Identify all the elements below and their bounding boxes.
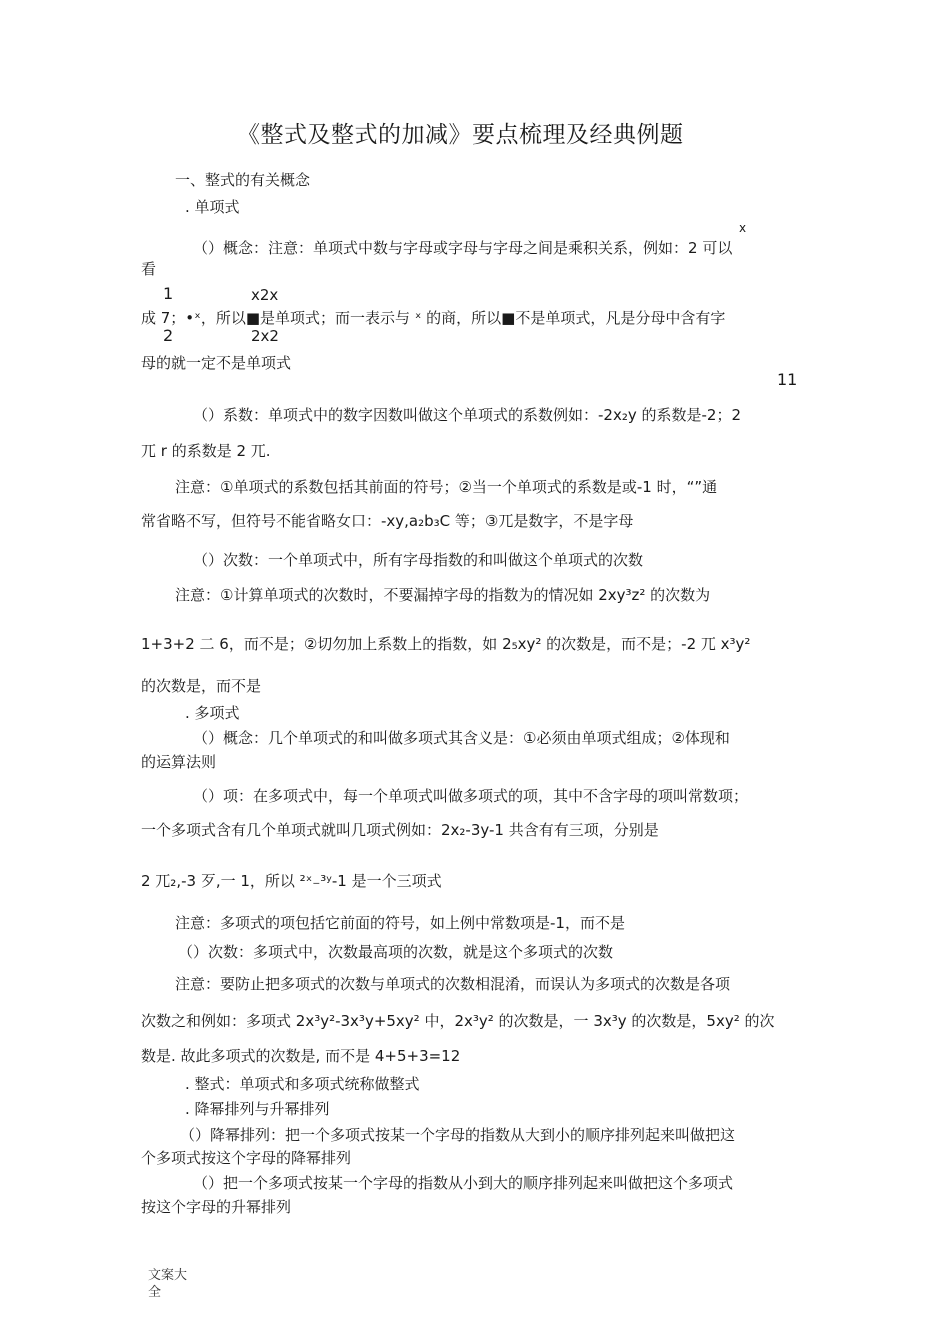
superscript-x: x (739, 221, 747, 235)
descending-order-2: 个多项式按这个字母的降幂排列 (141, 1149, 352, 1167)
ascending-order-1: （）把一个多项式按某一个字母的指数从小到大的顺序排列起来叫做把这个多项式 (193, 1174, 734, 1192)
polynomial-degree-note-1: 注意：要防止把多项式的次数与单项式的次数相混淆，而误认为多项式的次数是各项 (175, 975, 731, 993)
fraction-numerator-x2x: x2x (251, 286, 279, 304)
fraction-denominator-2: 2 (163, 326, 174, 345)
coefficient-note-2: 常省略不写，但符号不能省略女口：-xy,a₂b₃C 等；③兀是数字，不是字母 (141, 512, 634, 530)
subheading-monomial: . 单项式 (185, 198, 240, 216)
polynomial-degree-note-2: 次数之和例如：多项式 2x³y²-3x³y+5xy² 中，2x³y² 的次数是，一 3x³y 的次数是，5xy² 的次 (141, 1012, 775, 1030)
concept-line-2: 成 7；•ˣ，所以■是单项式；而一表示与 ˣ 的商，所以■不是单项式，凡是分母中含有字 (141, 309, 726, 327)
polynomial-degree-line: （）次数：多项式中，次数最高项的次数，就是这个多项式的次数 (178, 943, 614, 961)
polynomial-term-note: 注意：多项式的项包括它前面的符号，如上例中常数项是-1，而不是 (175, 914, 625, 932)
footer-label-line-1: 文案大 (148, 1268, 188, 1283)
polynomial-concept-2: 的运算法则 (141, 753, 217, 771)
fraction-denominator-2x2: 2x2 (251, 327, 279, 345)
polynomial-term-1: （）项：在多项式中，每一个单项式叫做多项式的项，其中不含字母的项叫常数项； (193, 787, 749, 805)
polynomial-degree-note-3: 数是. 故此多项式的次数是, 而不是 4+5+3=12 (141, 1047, 461, 1065)
degree-note-2: 1+3+2 二 6，而不是；②切勿加上系数上的指数，如 2₅xy² 的次数是，而不是；-2 兀 x³y² (141, 635, 751, 653)
fraction-numerator-1: 1 (163, 284, 174, 303)
section-heading: 一、整式的有关概念 (175, 171, 311, 189)
coefficient-line-2: 兀 r 的系数是 2 兀. (141, 442, 271, 460)
degree-note-3: 的次数是，而不是 (141, 677, 262, 695)
coefficient-line-1: （）系数：单项式中的数字因数叫做这个单项式的系数例如：-2x₂y 的系数是-2；2 (193, 406, 741, 424)
page-title: 《整式及整式的加减》要点梳理及经典例题 (237, 122, 684, 148)
coefficient-note-1: 注意：①单项式的系数包括其前面的符号；②当一个单项式的系数是或-1 时，“”通 (175, 478, 718, 496)
degree-note-1: 注意：①计算单项式的次数时，不要漏掉字母的指数为的情况如 2xy³z² 的次数为 (175, 586, 711, 604)
subheading-polynomial: . 多项式 (185, 704, 240, 722)
subheading-ordering: . 降幂排列与升幂排列 (185, 1100, 330, 1118)
polynomial-term-3: 2 兀₂,-3 歹,一 1，所以 ²ˣ₋³ʸ-1 是一个三项式 (141, 872, 442, 890)
polynomial-term-2: 一个多项式含有几个单项式就叫几项式例如：2x₂-3y-1 共含有有三项，分别是 (141, 821, 659, 839)
above-number-11: 11 (777, 370, 798, 389)
degree-line: （）次数：一个单项式中，所有字母指数的和叫做这个单项式的次数 (193, 551, 644, 569)
concept-line-1b: 看 (141, 260, 157, 278)
concept-line-1: （）概念：注意：单项式中数与字母或字母与字母之间是乘积关系，例如：2 可以 (193, 239, 733, 257)
ascending-order-2: 按这个字母的升幂排列 (141, 1198, 292, 1216)
concept-line-3: 母的就一定不是单项式 (141, 354, 292, 372)
footer-label-line-2: 全 (148, 1285, 162, 1300)
descending-order-1: （）降幂排列：把一个多项式按某一个字母的指数从大到小的顺序排列起来叫做把这 (180, 1126, 736, 1144)
polynomial-concept-1: （）概念：几个单项式的和叫做多项式其含义是：①必须由单项式组成；②体现和 (193, 729, 730, 747)
integral-definition: . 整式：单项式和多项式统称做整式 (185, 1075, 420, 1093)
